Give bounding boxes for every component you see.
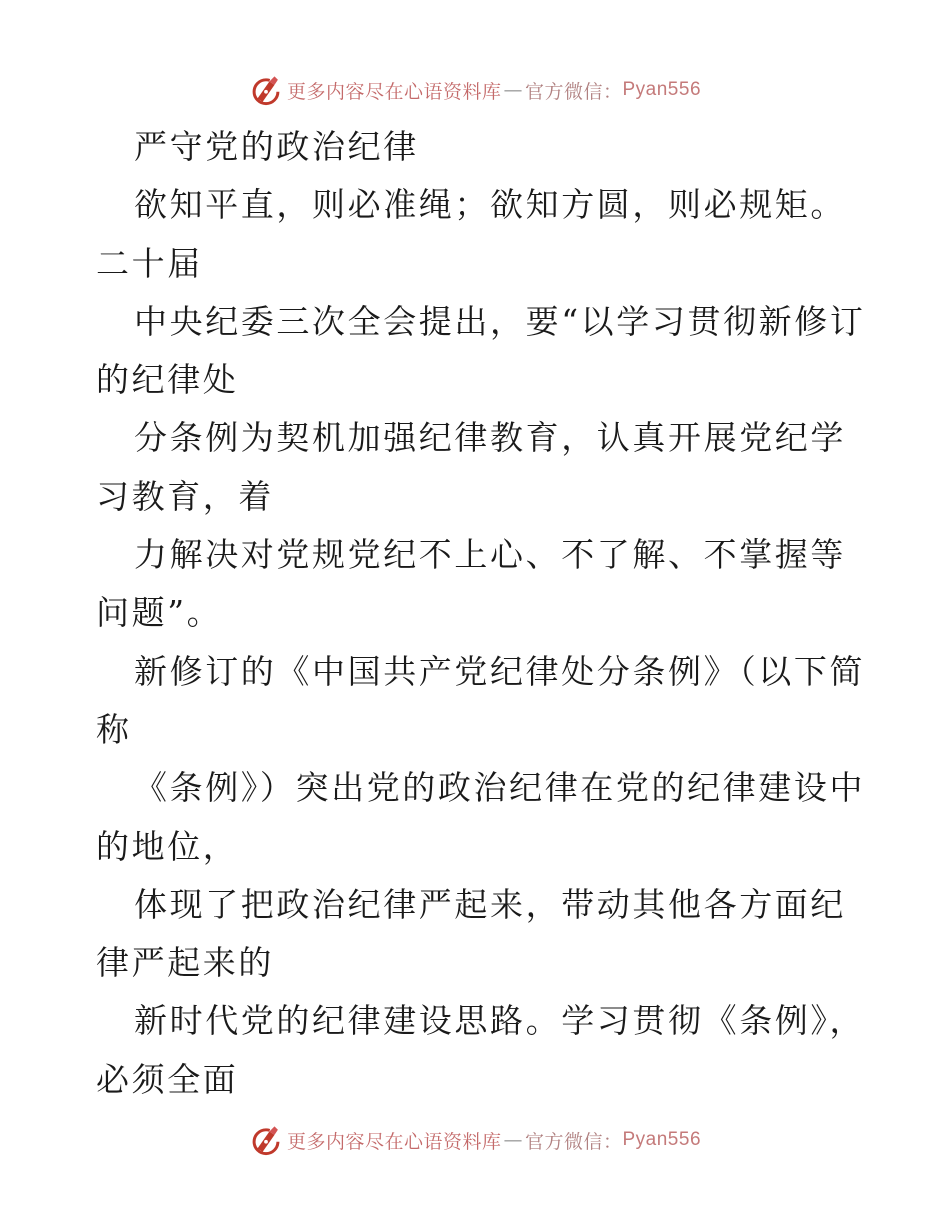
banner-wechat-label: 官方微信： — [524, 80, 623, 103]
document-title: 严守党的政治纪律 — [134, 127, 419, 166]
paragraph-line: 《条例》）突出党的政治纪律在党的纪律建设中的地位， — [96, 768, 866, 866]
banner-separator: — — [503, 79, 523, 101]
banner-wechat-id: Pyan556 — [622, 79, 702, 100]
banner-separator: — — [503, 1129, 523, 1151]
paragraph-line: 力解决对党规党纪不上心、不了解、不掌握等问题”。 — [96, 535, 846, 633]
pen-nib-logo-icon — [249, 73, 283, 107]
banner-wechat-label: 官方微信： — [524, 1130, 623, 1153]
banner-wechat-id: Pyan556 — [622, 1129, 702, 1150]
paragraph-line: 新时代党的纪律建设思路。学习贯彻《条例》，必须全面 — [96, 1001, 866, 1099]
banner-main-text: 更多内容尽在心语资料库 — [286, 1130, 502, 1153]
paragraph-line: 体现了把政治纪律严起来，带动其他各方面纪律严起来的 — [96, 884, 846, 983]
header-banner — [0, 70, 950, 110]
paragraph-line: 新修订的《中国共产党纪律处分条例》（以下简称 — [96, 651, 866, 749]
banner-main-text: 更多内容尽在心语资料库 — [286, 80, 502, 103]
paragraph-line: 分条例为契机加强纪律教育，认真开展党纪学习教育，着 — [96, 418, 846, 516]
footer-banner — [0, 1120, 950, 1160]
paragraph-line: 欲知平直，则必准绳；欲知方圆，则必规矩。二十届 — [96, 185, 846, 283]
pen-nib-logo-icon — [249, 1123, 283, 1157]
paragraph-line: 中央纪委三次全会提出，要“以学习贯彻新修订的纪律处 — [96, 301, 866, 400]
document-body — [96, 118, 866, 1109]
